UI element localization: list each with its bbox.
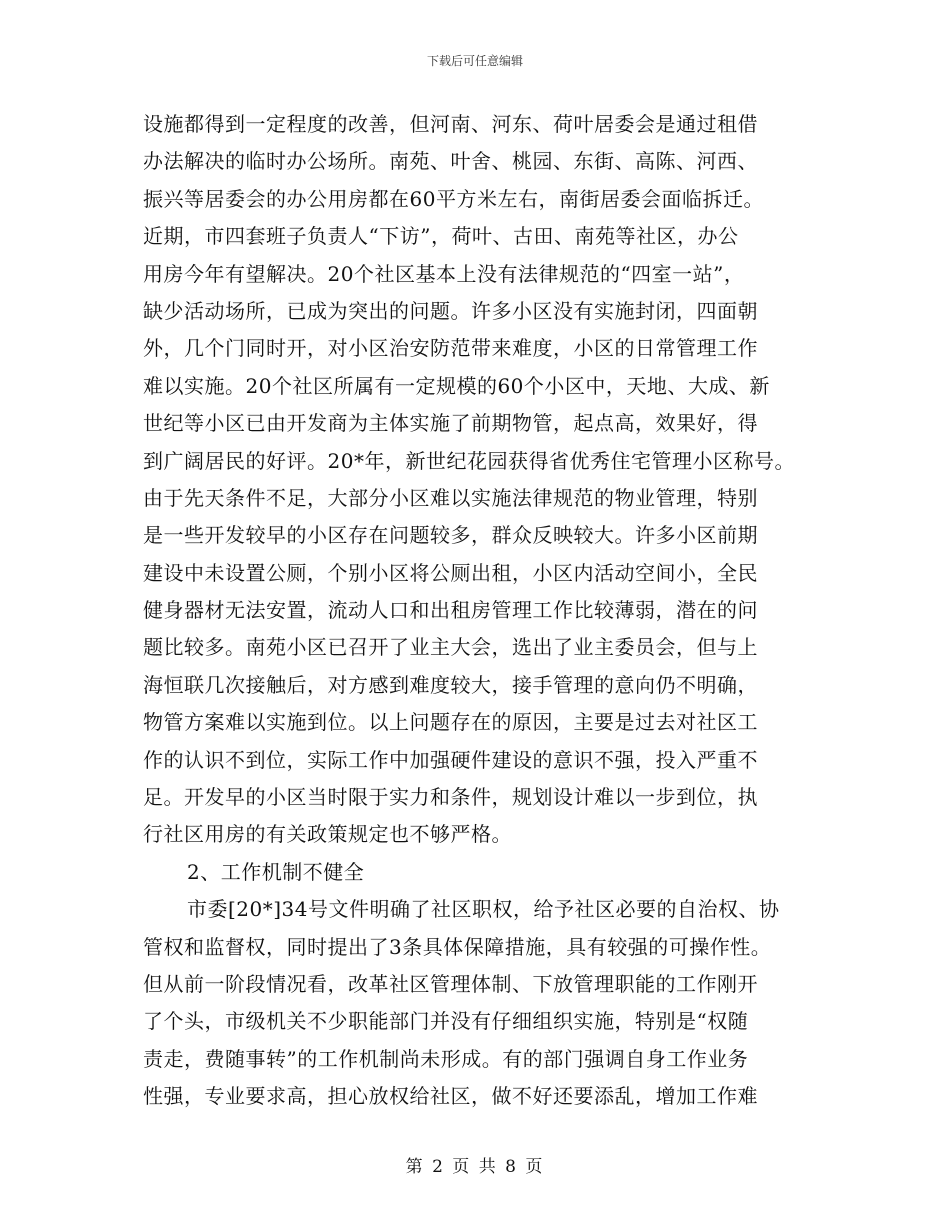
text-line: 物管方案难以实施到位。以上问题存在的原因，主要是过去对社区工 xyxy=(143,710,758,735)
text-line: 到广阔居民的好评。20*年，新世纪花园获得省优秀住宅管理小区称号。 xyxy=(143,448,795,473)
text-line: 性强，专业要求高，担心放权给社区，做不好还要添乱，增加工作难 xyxy=(143,1084,758,1109)
text-line: 责走，费随事转”的工作机制尚未形成。有的部门强调自身工作业务 xyxy=(143,1046,749,1071)
text-line: 健身器材无法安置，流动人口和出租房管理工作比较薄弱，潜在的问 xyxy=(143,598,758,623)
text-line: 行社区用房的有关政策规定也不够严格。 xyxy=(143,822,512,847)
text-line: 振兴等居委会的办公用房都在60平方米左右，南街居委会面临拆迁。 xyxy=(143,186,764,211)
text-line: 作的认识不到位，实际工作中加强硬件建设的意识不强，投入严重不 xyxy=(143,747,758,772)
text-line: 建设中未设置公厕，个别小区将公厕出租，小区内活动空间小，全民 xyxy=(143,560,758,585)
text-line: 题比较多。南苑小区已召开了业主大会，选出了业主委员会，但与上 xyxy=(143,635,758,660)
text-line: 市委[20*]34号文件明确了社区职权，给予社区必要的自治权、协 xyxy=(187,897,780,922)
document-body xyxy=(143,106,833,1116)
text-line: 管权和监督权，同时提出了3条具体保障措施，具有较强的可操作性。 xyxy=(143,934,772,959)
section-heading: 2、工作机制不健全 xyxy=(187,859,365,884)
page-footer: 第 2 页 共 8 页 xyxy=(405,1157,545,1177)
text-line: 是一些开发较早的小区存在问题较多，群众反映较大。许多小区前期 xyxy=(143,523,758,548)
text-line: 足。开发早的小区当时限于实力和条件，规划设计难以一步到位，执 xyxy=(143,785,758,810)
text-line: 办法解决的临时办公场所。南苑、叶舍、桃园、东街、高陈、河西、 xyxy=(143,149,758,174)
text-line: 了个头，市级机关不少职能部门并没有仔细组织实施，特别是“权随 xyxy=(143,1009,749,1034)
text-line: 缺少活动场所，已成为突出的问题。许多小区没有实施封闭，四面朝 xyxy=(143,298,758,323)
text-line: 难以实施。20个社区所属有一定规模的60个小区中，天地、大成、新 xyxy=(143,373,770,398)
text-line: 世纪等小区已由开发商为主体实施了前期物管，起点高，效果好，得 xyxy=(143,411,758,436)
text-line: 近期，市四套班子负责人“下访”，荷叶、古田、南苑等社区，办公 xyxy=(143,224,739,249)
text-line: 但从前一阶段情况看，改革社区管理体制、下放管理职能的工作刚开 xyxy=(143,971,758,996)
text-line: 设施都得到一定程度的改善，但河南、河东、荷叶居委会是通过租借 xyxy=(143,112,758,136)
text-line: 用房今年有望解决。20个社区基本上没有法律规范的“四室一站”， xyxy=(143,261,745,286)
text-line: 外，几个门同时开，对小区治安防范带来难度，小区的日常管理工作 xyxy=(143,336,758,361)
text-line: 由于先天条件不足，大部分小区难以实施法律规范的物业管理，特别 xyxy=(143,485,758,510)
page-header: 下载后可任意编辑 xyxy=(426,54,523,68)
text-line: 海恒联几次接触后，对方感到难度较大，接手管理的意向仍不明确， xyxy=(143,672,758,697)
